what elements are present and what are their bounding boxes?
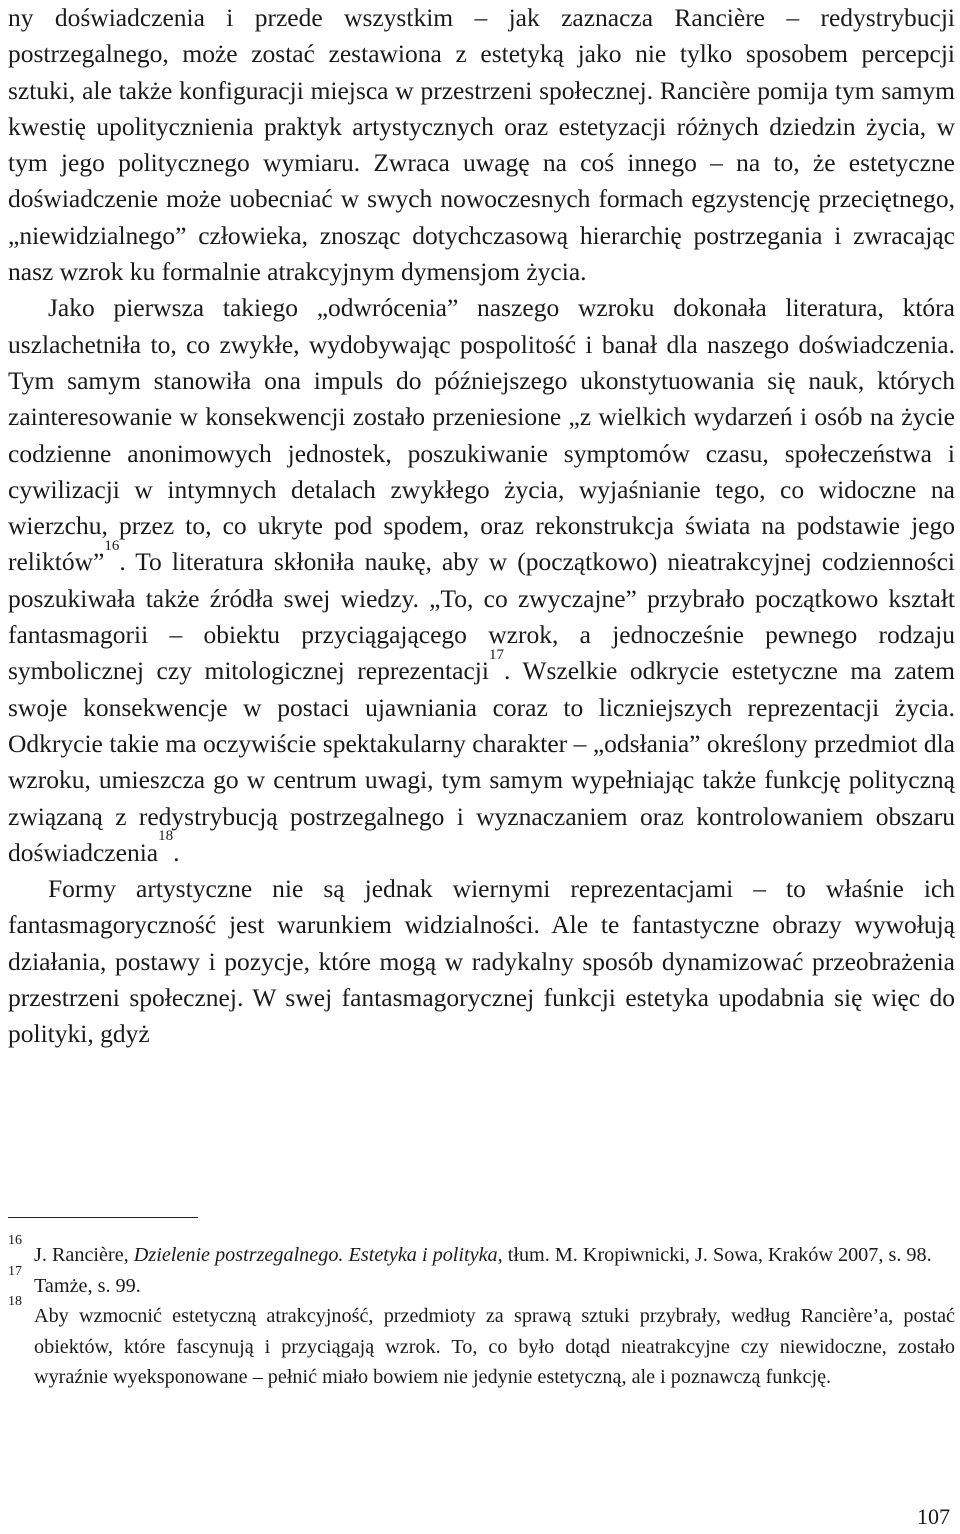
paragraph-continued — [8, 0, 955, 290]
footnotes — [8, 1233, 955, 1393]
text-run: . Wszelkie odkrycie estetyczne ma zatem swoje konsekwencje w postaci ujawniania coraz to liczniejszych reprezentacji życia. Odkrycie takie ma oczywiście spektakularny charakter – „odsłania” określony przedmiot dla wzroku, umieszcza go w centrum uwagi, tym samym wypełniając także funkcję polityczną związaną z redystrybucją postrzegalnego i wyznaczaniem oraz kontrolowaniem obszaru doświadczenia — [8, 656, 956, 867]
footnote — [8, 1233, 955, 1271]
footnote-text: Aby wzmocnić estetyczną atrakcyjność, przedmioty za sprawą sztuki przybrały, według Rancière’a, postać obiektów, które fascynują i przyciągają wzrok. To, co było dotąd nieatrakcyjne czy niewidoczne, zostało wyraźnie wyeksponowane – pełnić miało bowiem nie jedynie estetyczną, ale i poznawczą funkcję. — [34, 1305, 955, 1388]
paragraph — [8, 290, 955, 871]
main-text — [8, 0, 955, 1053]
page-number: 107 — [917, 1504, 950, 1529]
text-run: ny doświadczenia i przede wszystkim – jak zaznacza Rancière – redystrybucji postrzegalnego, może zostać zestawiona z estetyką jako nie tylko sposobem percepcji sztuki, ale także konfiguracji miejsca w przestrzeni społecznej. Rancière pomija tym samym kwestię upolitycznienia praktyk artystycznych oraz estetyzacji różnych dziedzin życia, w tym jego politycznego wymiaru. Zwraca uwagę na coś innego – na to, że estetyczne doświadczenie może uobecniać w swych nowoczesnych formach egzystencję przeciętnego, „niewidzialnego” człowieka, znosząc dotychczasową hierarchię postrzegania i zwracając nasz wzrok ku formalnie atrakcyjnym dymensjom życia. — [8, 3, 955, 287]
paragraph — [8, 871, 955, 1052]
footnote-separator — [8, 1217, 198, 1218]
footnote — [8, 1263, 955, 1302]
footnote-text: J. Rancière, — [34, 1244, 134, 1266]
footnote — [8, 1294, 955, 1393]
text-run: . To literatura skłoniła naukę, aby w (początkowo) nieatrakcyjnej codzienności poszukiwała także źródła swej wiedzy. „To, co zwyczajne” przybrało początkowo kształt fantasmagorii – obiektu przyciągającego wzrok, a jednocześnie pewnego rodzaju symbolicznej czy mitologicznej reprezentacji — [8, 547, 955, 686]
footnote-text: Tamże, s. 99. — [34, 1274, 141, 1297]
footnote-reference: 16 — [104, 537, 120, 554]
footnote-number: 17 — [8, 1263, 22, 1279]
footnote-number: 16 — [8, 1233, 22, 1248]
footnote-reference: 17 — [488, 646, 504, 663]
text-run: Jako pierwsza takiego „odwrócenia” naszego wzroku dokonała literatura, która uszlachetniła to, co zwykłe, wydobywając pospolitość i banał dla naszego doświadczenia. Tym samym stanowiła ona impuls do późniejszego ukonstytuowania się nauk, których zainteresowanie w konsekwencji zostało przeniesione „z wielkich wydarzeń i osób na życie codzienne anonimowych jednostek, poszukiwanie symptomów czasu, społeczeństwa i cywilizacji w intymnych detalach zwykłego życia, wyjaśnianie tego, co widoczne na wierzchu, przez to, co ukryte pod spodem, oraz rekonstrukcja świata na podstawie jego reliktów” — [8, 293, 955, 577]
text-run: Formy artystyczne nie są jednak wiernymi reprezentacjami – to właśnie ich fantasmagoryczność jest warunkiem widzialności. Ale te fantastyczne obrazy wywołują działania, postawy i pozycje, które mogą w radykalny sposób dynamizować przeobrażenia przestrzeni społecznej. W swej fantasmagorycznej funkcji estetyka upodabnia się więc do polityki, gdyż — [8, 874, 955, 1049]
footnote-title: Dzielenie postrzegalnego. Estetyka i polityka — [133, 1244, 498, 1266]
footnote-reference: 18 — [158, 828, 174, 845]
footnote-number: 18 — [8, 1294, 22, 1309]
text-run: . — [173, 837, 180, 867]
footnote-text: , tłum. M. Kropiwnicki, J. Sowa, Kraków 2007, s. 98. — [497, 1244, 932, 1266]
